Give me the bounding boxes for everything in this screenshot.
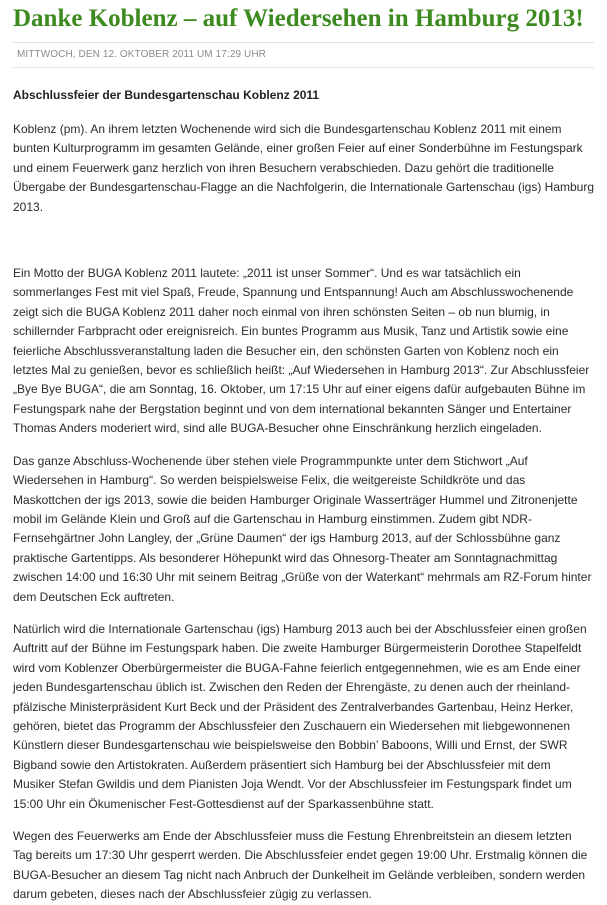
paragraph-5: Wegen des Feuerwerks am Ende der Abschlussfeier muss die Festung Ehrenbreitstein an diesem letzten Tag bereits um 17:30 Uhr gesperrt werden. Die Abschlussfeier endet gegen 19:00 Uhr. Erstmalig können die BUGA-Besucher an diesem Tag nicht nach Anbruch der Dunkelheit im Gelände verbleiben, sondern werden darum gebeten, dieses nach der Abschlussfeier zügig zu verlassen. (13, 829, 588, 902)
paragraph-2: Ein Motto der BUGA Koblenz 2011 lautete: „2011 ist unser Sommer“. Und es war tatsächlich ein sommerlanges Fest mit viel Spaß, Freude, Spannung und Entspannung! Auch am Abschlusswochenende zeigt sich die BUGA Koblenz 2011 daher noch einmal von ihren schönsten Seiten – ob nun blumig, in schillernder Farbpracht oder ereignisreich. Ein buntes Programm aus Musik, Tanz und Artistik sowie eine feierliche Abschlussveranstaltung laden die Besucher ein, den schönsten Garten von Koblenz noch ein letztes Mal zu genießen, bevor es schließlich heißt: „Auf Wiedersehen in Hamburg 2013“. Zur Abschlussfeier „Bye Bye BUGA“, die am Sonntag, 16. Oktober, um 17:15 Uhr auf einer eigens dafür aufgebauten Bühne im Festungspark nahe der Bergstation beginnt und von dem international bekannten Sänger und Entertainer Thomas Anders moderiert wird, sind alle BUGA-Besucher ohne Einschränkung herzlich eingeladen. (13, 266, 590, 436)
paragraph-1: Koblenz (pm). An ihrem letzten Wochenende wird sich die Bundesgartenschau Koblenz 2011 mit einem bunten Kulturprogramm im gesamten Gelände, einer großen Feier auf einer Sonderbühne im Festungspark und einem Feuerwerk ganz herzlich von ihren Besuchern verabschieden. Dazu gehört die traditionelle Übergabe der Bundesgartenschau-Flagge an die Nachfolgerin, die Internationale Gartenschau (igs) Hamburg 2013. (13, 122, 595, 214)
article-subheading: Abschlussfeier der Bundesgartenschau Koblenz 2011 (13, 88, 320, 102)
article-title: Danke Koblenz – auf Wiedersehen in Hamburg 2013! (13, 5, 584, 32)
paragraph-3: Das ganze Abschluss-Wochenende über stehen viele Programmpunkte unter dem Stichwort „Auf Wiedersehen in Hamburg“. So werden beispielsweise Felix, die weitgereiste Schildkröte und das Maskottchen der igs 2013, sowie die beiden Hamburger Originale Wasserträger Hummel und Zitronenjette mobil im Gelände Klein und Groß auf die Gartenschau in Hamburg einstimmen. Zudem gibt NDR-Fernsehgärtner John Langley, der „Grüne Daumen“ der igs Hamburg 2013, auf der Schlossbühne ganz praktische Gartentipps. Als besonderer Höhepunkt wird das Ohnesorg-Theater am Sonntagnachmittag zwischen 14:00 und 16:30 Uhr mit seinem Beitrag „Grüße von der Waterkant“ mehrmals am RZ-Forum hinter dem Deutschen Eck auftreten. (13, 453, 592, 604)
paragraph-4: Natürlich wird die Internationale Gartenschau (igs) Hamburg 2013 auch bei der Abschlussfeier einen großen Auftritt auf der Bühne im Festungspark haben. Die zweite Hamburger Bürgermeisterin Dorothee Stapelfeldt wird vom Koblenzer Oberbürgermeister die BUGA-Fahne feierlich entgegennehmen, wie es am Ende einer jeden Bundesgartenschau üblich ist. Zwischen den Reden der Ehrengäste, zu denen auch der rheinland-pfälzische Ministerpräsident Kurt Beck und der Präsident des Zentralverbandes Gartenbau, Heinz Herker, gehören, bietet das Programm der Abschlussfeier den Zuschauern ein Wiedersehen mit liebgewonnenen Künstlern dieser Bundesgartenschau wie beispielsweise den Bobbin’ Baboons, Willi und Ernst, der SWR Bigband sowie den Artistokraten. Außerdem präsentiert sich Hamburg bei der Abschlussfeier mit dem Musiker Stefan Gwildis und dem Pianisten Joja Wendt. Vor der Abschlussfeier im Festungspark findet um 15:00 Uhr ein Ökumenischer Fest-Gottesdienst auf der Sparkassenbühne statt. (13, 621, 587, 811)
article-date: MITTWOCH, DEN 12. OKTOBER 2011 UM 17:29 UHR (13, 42, 594, 68)
